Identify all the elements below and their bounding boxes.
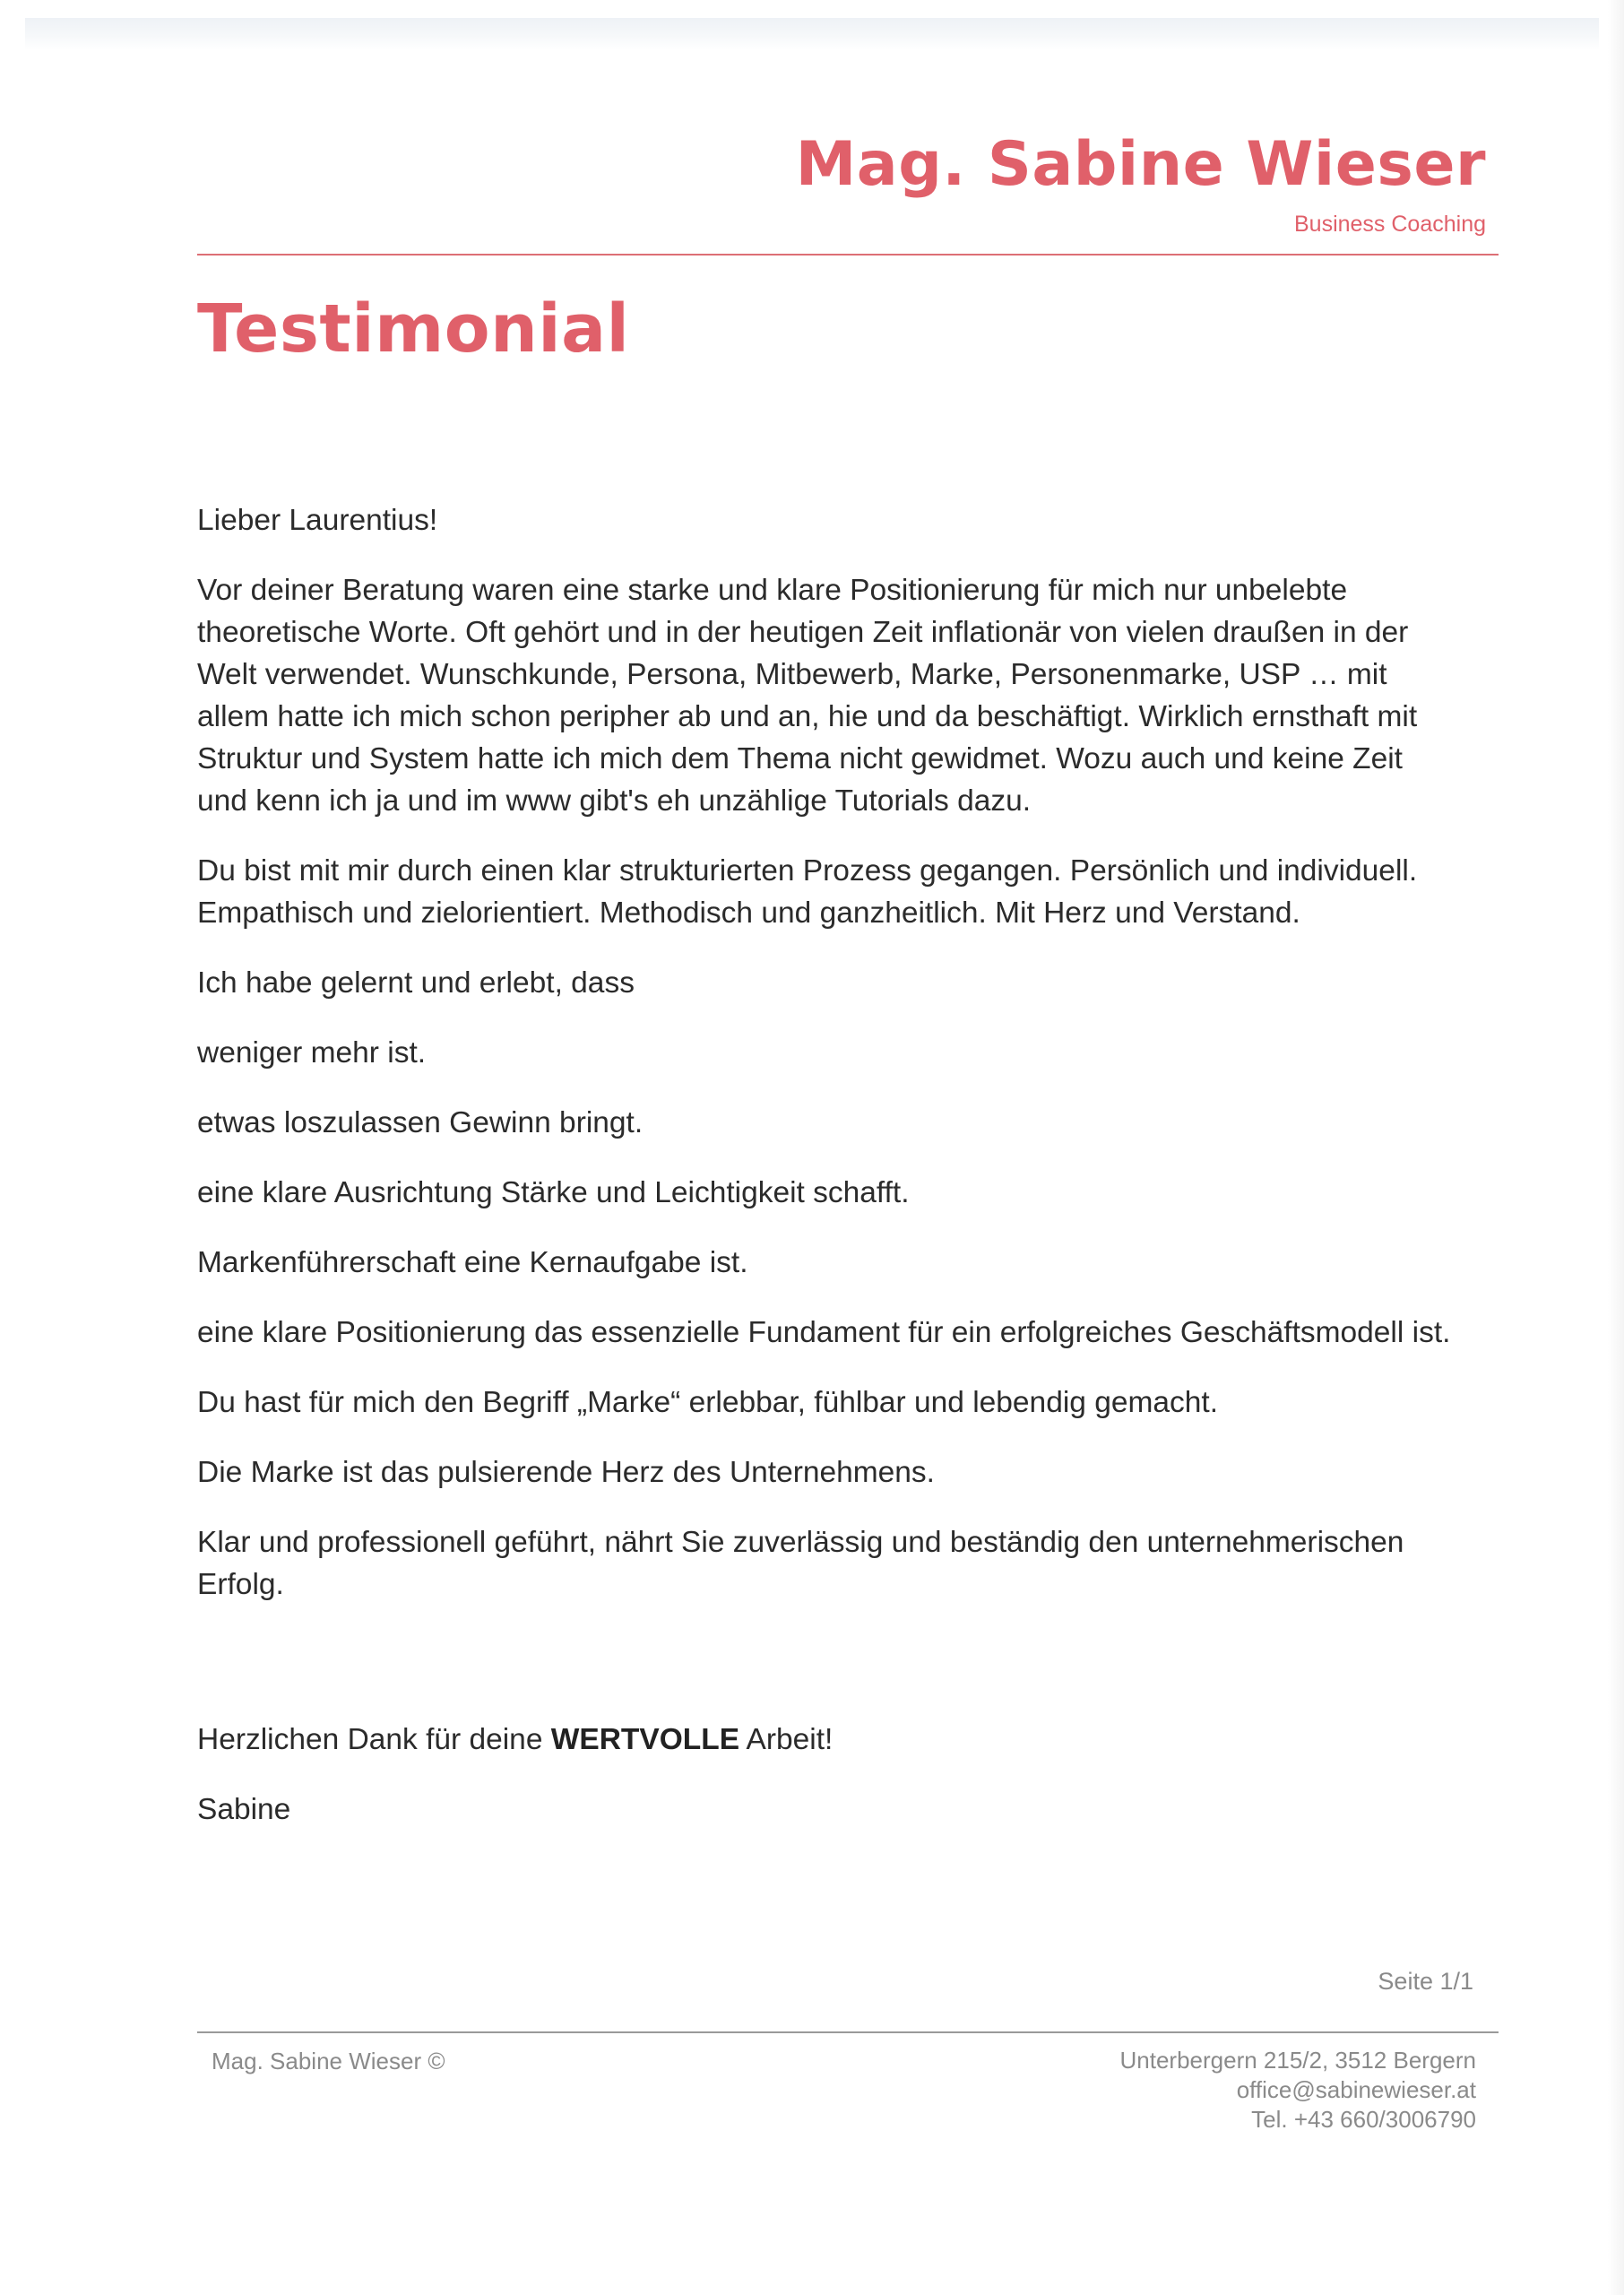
thanks-line xyxy=(197,1719,1452,1761)
thanks-suffix: Arbeit! xyxy=(739,1723,834,1756)
salutation: Lieber Laurentius! xyxy=(197,504,438,537)
paragraph-brand-concept: Du hast für mich den Begriff „Marke“ erlebbar, fühlbar und lebendig gemacht. xyxy=(197,1386,1218,1419)
thanks-prefix: Herzlichen Dank für deine xyxy=(197,1723,551,1756)
learned-item: eine klare Positionierung das essenzielle Fundament für ein erfolgreiches Geschäftsmodell ist. xyxy=(197,1316,1451,1349)
footer-copyright: Mag. Sabine Wieser © xyxy=(212,2048,445,2074)
signature: Sabine xyxy=(197,1793,291,1826)
paragraph-success: Klar und professionell geführt, nährt Sie zuverlässig und beständig den unternehmerischen Erfolg. xyxy=(197,1526,1404,1601)
thanks-emphasis: WERTVOLLE xyxy=(550,1723,740,1756)
paragraph-process: Du bist mit mir durch einen klar strukturierten Prozess gegangen. Persönlich und individuell. Empathisch und zielorientiert. Methodisch und ganzheitlich. Mit Herz und Verstand. xyxy=(197,854,1418,930)
footer-phone: Tel. +43 660/3006790 xyxy=(1251,2106,1476,2133)
learned-item: eine klare Ausrichtung Stärke und Leichtigkeit schafft. xyxy=(197,1176,910,1209)
scan-edge-right xyxy=(1608,0,1624,2295)
footer-address: Unterbergern 215/2, 3512 Bergern xyxy=(1119,2047,1476,2074)
paragraph-intro: Vor deiner Beratung waren eine starke und klare Positionierung für mich nur unbelebte theoretische Worte. Oft gehört und in der heutigen Zeit inflationär von vielen draußen in der Welt verwendet. Wunschkunde, Persona, Mitbewerb, Marke, Personenmarke, USP … mit allem hatte ich mich schon peripher ab und an, hie und da beschäftigt. Wirklich ernsthaft mit Struktur und System hatte ich mich dem Thema nicht gewidmet. Wozu auch und keine Zeit und kenn ich ja und im www gibt's eh unzählige Tutorials dazu. xyxy=(197,574,1418,818)
learned-item: etwas loszulassen Gewinn bringt. xyxy=(197,1106,644,1139)
learned-item: weniger mehr ist. xyxy=(197,1036,427,1070)
footer-contact xyxy=(1120,2046,1477,2135)
learned-item: Markenführerschaft eine Kernaufgabe ist. xyxy=(197,1246,748,1279)
brand-tagline: Business Coaching xyxy=(1293,212,1486,237)
letter-body xyxy=(197,499,1452,1858)
page-number: Seite 1/1 xyxy=(1378,1968,1473,1995)
page-title: Testimonial xyxy=(197,290,630,368)
learned-intro: Ich habe gelernt und erlebt, dass xyxy=(197,966,635,1000)
footer-email: office@sabinewieser.at xyxy=(1236,2076,1476,2103)
footer-divider xyxy=(197,2031,1499,2033)
header-divider xyxy=(197,254,1499,255)
brand-name: Mag. Sabine Wieser xyxy=(795,129,1486,200)
letterhead xyxy=(197,129,1499,238)
scan-edge-top xyxy=(25,18,1599,50)
paragraph-brand-heart: Die Marke ist das pulsierende Herz des Unternehmens. xyxy=(197,1456,935,1489)
